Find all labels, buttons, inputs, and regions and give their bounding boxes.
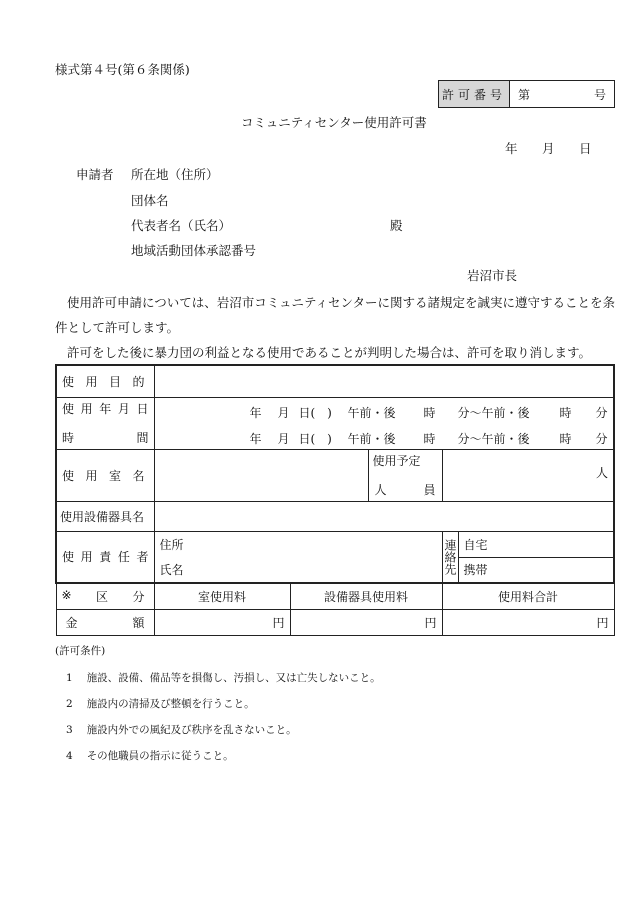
- equipment-field[interactable]: [154, 501, 614, 531]
- applicant-label: 申請者: [76, 167, 114, 182]
- contact-mobile-label: 携帯: [463, 563, 488, 578]
- body-text-2: 許可をした後に暴力団の利益となる使用であることが判明した場合は、許可を取り消します。: [67, 345, 592, 360]
- equipment-row: [56, 501, 614, 531]
- room-fee-amount[interactable]: 円: [154, 609, 290, 635]
- applicant-address: 所在地（住所）: [131, 167, 219, 182]
- condition-item: 3 施設内外での風紀及び秩序を乱さないこと。: [66, 724, 297, 736]
- manager-name-field[interactable]: [154, 557, 442, 583]
- equipment-label: 使用設備器具名: [56, 501, 154, 531]
- body-text-1-line-1: 使用許可申請については、岩沼市コミュニティセンターに関する諸規定を誠実に遵守することを条: [67, 295, 616, 310]
- permit-number-box: [438, 80, 615, 108]
- date-day: 日: [579, 141, 592, 156]
- form-number: 様式第４号(第６条関係): [55, 62, 190, 77]
- purpose-row: [56, 365, 614, 397]
- people-unit: 人: [596, 465, 609, 480]
- room-field[interactable]: [154, 449, 368, 501]
- purpose-field[interactable]: [154, 365, 614, 397]
- conditions-heading: (許可条件): [55, 645, 106, 657]
- contact-mobile-field[interactable]: [458, 557, 614, 583]
- manager-address-field[interactable]: [154, 531, 442, 557]
- room-row: [56, 449, 614, 501]
- applicant-representative: 代表者名（氏名）: [131, 218, 232, 233]
- equipment-fee-header: 設備器具使用料: [290, 583, 442, 609]
- contact-label: 連絡先: [442, 531, 458, 583]
- date-year: 年: [505, 141, 518, 156]
- condition-item: 1 施設、設備、備品等を損傷し、汚損し、又は亡失しないこと。: [66, 672, 381, 684]
- contact-home-label: 自宅: [463, 537, 488, 552]
- total-fee-header: 使用料合計: [442, 583, 614, 609]
- contact-home-field[interactable]: [458, 531, 614, 557]
- honorific: 殿: [390, 218, 403, 233]
- people-label: 使用予定 人 員: [368, 449, 442, 501]
- amount-label: 金 額: [56, 609, 154, 635]
- page-title: コミュニティセンター使用許可書: [241, 115, 427, 130]
- applicant-group: 団体名: [131, 193, 169, 208]
- usage-table: [55, 364, 615, 636]
- amount-row: [56, 609, 614, 635]
- datetime-row: [56, 397, 614, 449]
- issuer: 岩沼市長: [467, 268, 518, 283]
- applicant-approval-number: 地域活動団体承認番号: [131, 243, 257, 258]
- permit-suffix: 号: [593, 88, 606, 102]
- category-label: ※ 区 分: [56, 583, 154, 609]
- total-fee-amount[interactable]: 円: [442, 609, 614, 635]
- datetime-field[interactable]: 年 月 日( ) 午前・後 時 分～午前・後 時 分 年 月 日( ) 午前・後 時 分～午前・後 時 分: [154, 397, 614, 449]
- condition-item: 2 施設内の清掃及び整頓を行うこと。: [66, 698, 255, 710]
- people-field[interactable]: [442, 449, 614, 501]
- permit-number-field[interactable]: [510, 81, 614, 107]
- date-month: 月: [542, 141, 555, 156]
- equipment-fee-amount[interactable]: 円: [290, 609, 442, 635]
- datetime-label: 使 用 年 月 日 時 間: [56, 397, 154, 449]
- permit-prefix: 第: [518, 88, 531, 102]
- purpose-label: 使 用 目 的: [56, 365, 154, 397]
- manager-label: 使 用 責 任 者: [56, 531, 154, 583]
- body-text-1-line-2: 件として許可します。: [55, 320, 180, 335]
- manager-name-label: 氏名: [159, 563, 184, 577]
- manager-address-label: 住所: [159, 537, 184, 552]
- fee-header-row: [56, 583, 614, 609]
- room-fee-header: 室使用料: [154, 583, 290, 609]
- condition-item: 4 その他職員の指示に従うこと。: [66, 750, 234, 762]
- manager-row-1: [56, 531, 614, 557]
- permit-number-label: 許可番号: [439, 81, 510, 107]
- room-label: 使 用 室 名: [56, 449, 154, 501]
